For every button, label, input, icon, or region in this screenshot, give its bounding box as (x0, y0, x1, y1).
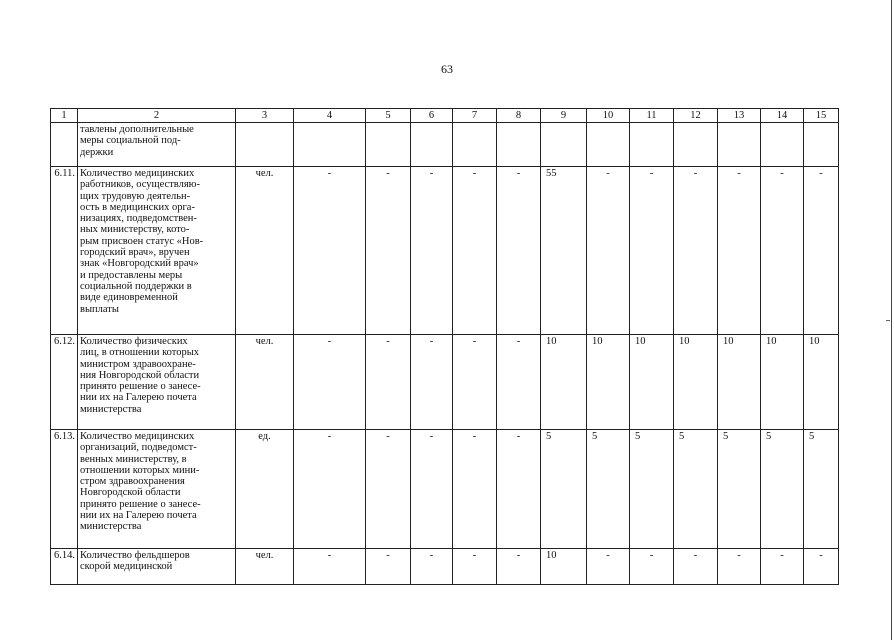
column-header-12: 12 (674, 109, 718, 123)
table-row (51, 167, 839, 335)
value-cell-col-4: - (294, 167, 366, 335)
value-cell-col-8: - (497, 430, 541, 549)
value-cell-col-15: - (804, 549, 839, 585)
value-cell-col-5: - (366, 335, 411, 430)
column-header-2: 2 (78, 109, 236, 123)
table-body (51, 123, 839, 585)
value-cell-col-9: 10 (541, 335, 587, 430)
unit-of-measure: ед. (236, 430, 294, 549)
value-cell-col-4 (294, 123, 366, 167)
column-header-15: 15 (804, 109, 839, 123)
value-cell-col-15: 10 (804, 335, 839, 430)
scan-margin-mark (886, 320, 890, 321)
value-cell-col-11: - (630, 167, 674, 335)
value-cell-col-11: 10 (630, 335, 674, 430)
value-cell-col-9 (541, 123, 587, 167)
column-header-5: 5 (366, 109, 411, 123)
value-cell-col-10: 5 (587, 430, 630, 549)
value-cell-col-15 (804, 123, 839, 167)
value-cell-col-12: 5 (674, 430, 718, 549)
value-cell-col-11: 5 (630, 430, 674, 549)
value-cell-col-6: - (411, 167, 453, 335)
value-cell-col-14 (761, 123, 804, 167)
value-cell-col-11: - (630, 549, 674, 585)
value-cell-col-14: - (761, 549, 804, 585)
value-cell-col-13: - (718, 549, 761, 585)
value-cell-col-6: - (411, 335, 453, 430)
indicator-description: Количество медицинских работников, осуществляю- щих трудовую деятельн- ость в медицинских орга- низациях, подведомствен- ных министерству, кото- рым присвоен статус «Нов- городский врач», вручен знак «Новгородский врач» и предоставлены меры социальной поддержки в виде единовременной выплаты (78, 167, 236, 335)
indicator-description: Количество фельдшеров скорой медицинской (78, 549, 236, 585)
column-header-14: 14 (761, 109, 804, 123)
indicator-description: тавлены дополнительные меры социальной под- держки (78, 123, 236, 167)
value-cell-col-9: 55 (541, 167, 587, 335)
value-cell-col-9: 10 (541, 549, 587, 585)
value-cell-col-10: - (587, 167, 630, 335)
value-cell-col-9: 5 (541, 430, 587, 549)
table-row (51, 123, 839, 167)
value-cell-col-13 (718, 123, 761, 167)
value-cell-col-15: 5 (804, 430, 839, 549)
unit-of-measure: чел. (236, 167, 294, 335)
value-cell-col-13: - (718, 167, 761, 335)
value-cell-col-12: - (674, 549, 718, 585)
column-header-9: 9 (541, 109, 587, 123)
value-cell-col-14: 5 (761, 430, 804, 549)
value-cell-col-11 (630, 123, 674, 167)
value-cell-col-12 (674, 123, 718, 167)
value-cell-col-5: - (366, 549, 411, 585)
value-cell-col-5 (366, 123, 411, 167)
value-cell-col-4: - (294, 549, 366, 585)
value-cell-col-15: - (804, 167, 839, 335)
row-number (51, 123, 78, 167)
row-number: 6.14. (51, 549, 78, 585)
value-cell-col-7: - (453, 167, 497, 335)
column-header-13: 13 (718, 109, 761, 123)
scan-edge-line (891, 0, 892, 640)
value-cell-col-13: 10 (718, 335, 761, 430)
value-cell-col-7 (453, 123, 497, 167)
page-number: 63 (441, 62, 453, 76)
value-cell-col-10: 10 (587, 335, 630, 430)
column-header-4: 4 (294, 109, 366, 123)
column-header-10: 10 (587, 109, 630, 123)
column-header-8: 8 (497, 109, 541, 123)
value-cell-col-8: - (497, 167, 541, 335)
value-cell-col-7: - (453, 335, 497, 430)
value-cell-col-6: - (411, 430, 453, 549)
table-header-row (51, 109, 839, 123)
value-cell-col-6: - (411, 549, 453, 585)
value-cell-col-10: - (587, 549, 630, 585)
row-number: 6.11. (51, 167, 78, 335)
table-row (51, 549, 839, 585)
unit-of-measure: чел. (236, 335, 294, 430)
value-cell-col-5: - (366, 167, 411, 335)
table-row (51, 335, 839, 430)
unit-of-measure: чел. (236, 549, 294, 585)
value-cell-col-12: 10 (674, 335, 718, 430)
indicator-description: Количество медицинских организаций, подведомст- венных министерству, в отношении которых мини- стром здравоохранения Новгородской области принято решение о занесе- нии их на Галерею почета министерства (78, 430, 236, 549)
value-cell-col-5: - (366, 430, 411, 549)
row-number: 6.12. (51, 335, 78, 430)
column-header-3: 3 (236, 109, 294, 123)
row-number: 6.13. (51, 430, 78, 549)
value-cell-col-8: - (497, 335, 541, 430)
value-cell-col-13: 5 (718, 430, 761, 549)
value-cell-col-8: - (497, 549, 541, 585)
value-cell-col-14: - (761, 167, 804, 335)
value-cell-col-4: - (294, 335, 366, 430)
value-cell-col-10 (587, 123, 630, 167)
value-cell-col-12: - (674, 167, 718, 335)
value-cell-col-8 (497, 123, 541, 167)
column-header-11: 11 (630, 109, 674, 123)
value-cell-col-14: 10 (761, 335, 804, 430)
value-cell-col-6 (411, 123, 453, 167)
unit-of-measure (236, 123, 294, 167)
indicator-description: Количество физических лиц, в отношении которых министром здравоохране- ния Новгородской области принято решение о занесе- нии их на Галерею почета министерства (78, 335, 236, 430)
value-cell-col-4: - (294, 430, 366, 549)
table-row (51, 430, 839, 549)
indicators-table (50, 108, 839, 585)
column-header-7: 7 (453, 109, 497, 123)
column-header-1: 1 (51, 109, 78, 123)
value-cell-col-7: - (453, 549, 497, 585)
column-header-6: 6 (411, 109, 453, 123)
value-cell-col-7: - (453, 430, 497, 549)
